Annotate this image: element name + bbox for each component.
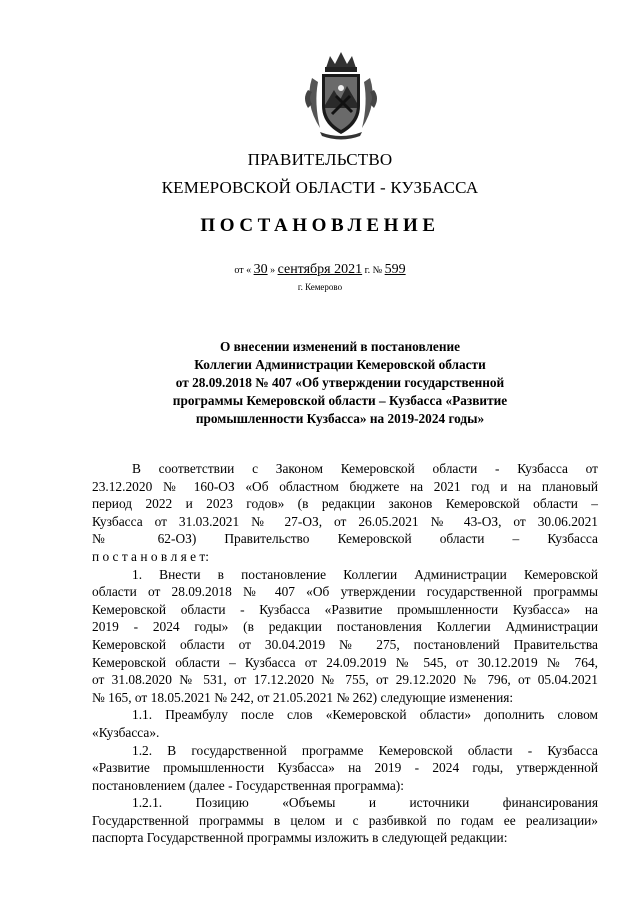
document-number: 599 [384,262,406,277]
body-line: «Развитие промышленности Кузбасса» на 2019 - 2024 годы, утвержденной [92,760,598,776]
body-line: 2019 - 2024 годы» (в редакции постановления Коллегии Администрации [92,619,598,635]
body-line: 1.1. Преамбулу после слов «Кемеровской области» дополнить словом [132,707,598,723]
heading-line: программы Кемеровской области – Кузбасса «Развитие [172,393,508,408]
body-line: Кемеровской области от 30.04.2019 № 275, постановлений Правительства [92,636,598,652]
body-line: 23.12.2020 № 160-ОЗ «Об областном бюджете на 2021 год и на плановый [92,478,598,494]
document-heading [120,338,560,428]
body-line: паспорта Государственной программы изложить в следующей редакции: [92,830,508,846]
document-body [92,460,598,847]
body-line: от 31.08.2020 № 531, от 17.12.2020 № 755, от 29.12.2020 № 796, от 05.04.2021 [92,672,598,688]
date-mid: » [270,265,276,276]
date-month-year: сентября 2021 [277,262,363,277]
coat-of-arms-icon [302,48,380,140]
date-number-line [0,262,640,278]
body-line: период 2022 и 2023 годов» (в редакции законов Кемеровской области – [92,496,598,512]
heading-line: Коллегии Администрации Кемеровской области [194,357,486,372]
date-prefix: от « [234,265,252,276]
government-name-line1: ПРАВИТЕЛЬСТВО [247,150,393,169]
city-name: г. Кемерово [297,282,343,292]
body-line: В соответствии с Законом Кемеровской области - Кузбасса от [132,461,598,476]
date-day: 30 [253,262,268,277]
document-type-title: ПОСТАНОВЛЕНИЕ [200,215,440,236]
body-line: «Кузбасса». [92,724,160,740]
heading-line: от 28.09.2018 № 407 «Об утверждении государственной [175,375,505,390]
body-line: Государственной программы в целом и с разбивкой по годам ее реализации» [92,812,598,828]
government-name-line2: КЕМЕРОВСКОЙ ОБЛАСТИ - КУЗБАССА [161,178,479,197]
body-line: 1.2.1. Позицию «Объемы и источники финансирования [132,795,598,811]
date-year-suffix: г. № [364,265,383,276]
body-line: 1. Внести в постановление Коллегии Администрации Кемеровской [132,566,598,582]
body-line: п о с т а н о в л я е т: [92,548,209,564]
body-line: Кемеровской области – Кузбасса от 24.09.2019 № 545, от 30.12.2019 № 764, [92,654,598,670]
body-line: Кемеровской области - Кузбасса «Развитие промышленности Кузбасса» на [92,601,598,617]
body-line: № 165, от 18.05.2021 № 242, от 21.05.2021 № 262) следующие изменения: [92,689,514,705]
body-line: Кузбасса от 31.03.2021 № 27-ОЗ, от 26.05.2021 № 43-ОЗ, от 30.06.2021 [92,513,598,529]
body-line: постановлением (далее - Государственная программа): [92,777,404,793]
heading-line: О внесении изменений в постановление [219,339,461,354]
body-line: 1.2. В государственной программе Кемеровской области - Кузбасса [132,742,598,758]
body-line: области от 28.09.2018 № 407 «Об утверждении государственной программы [92,584,598,600]
body-line: № 62-ОЗ) Правительство Кемеровской области – Кузбасса [92,531,598,547]
heading-line: промышленности Кузбасса» на 2019-2024 годы» [195,411,485,426]
